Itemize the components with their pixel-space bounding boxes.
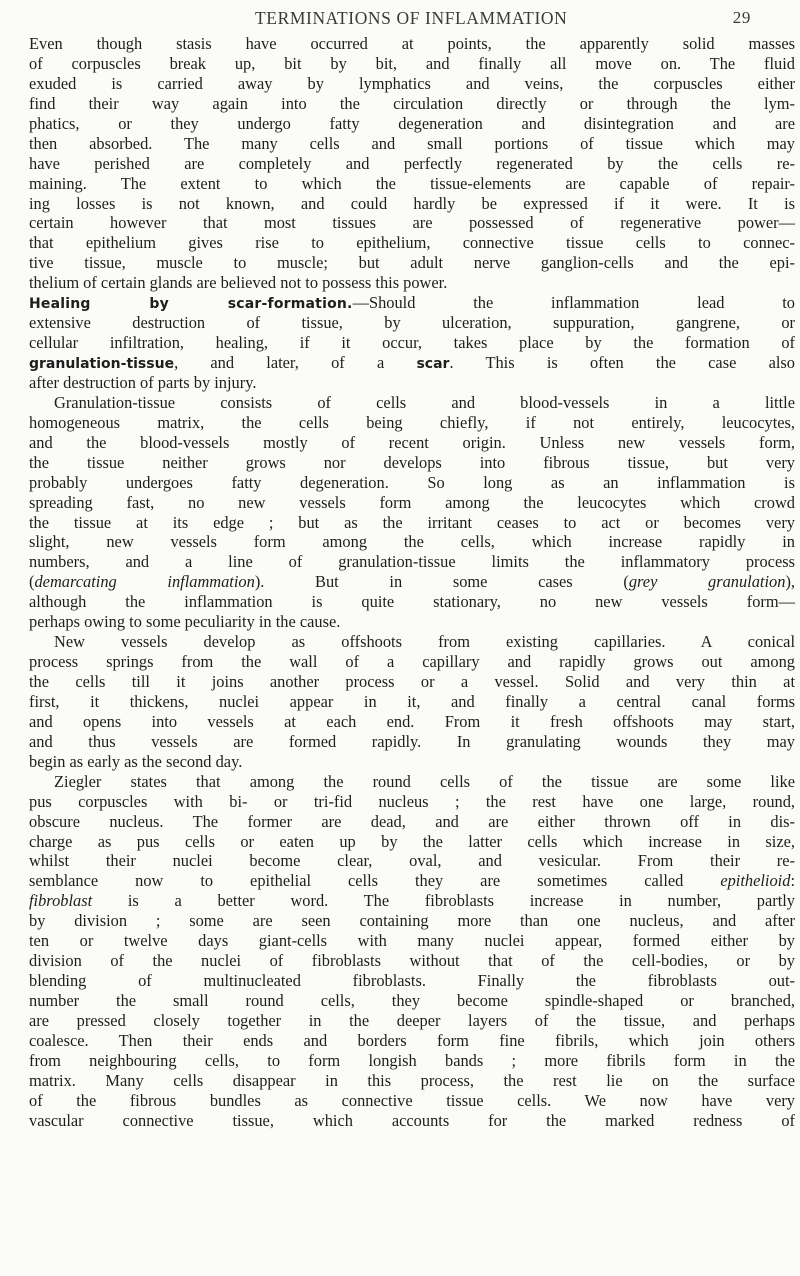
text-run: New vessels develop as offshoots from existing capillaries. A conical [54, 632, 795, 652]
text-line [29, 871, 795, 891]
text-run: find their way again into the circulation directly or through the lym- [29, 93, 795, 113]
text-line [29, 353, 795, 373]
text-line [29, 493, 795, 513]
text-run: ten or twelve days giant-cells with many nuclei appear, formed either by [29, 931, 795, 951]
text-line [29, 114, 795, 134]
text-line [29, 592, 795, 612]
text-run: cellular infiltration, healing, if it occur, takes place by the formation of [29, 333, 795, 353]
text-line [29, 233, 795, 253]
text-line [29, 572, 795, 592]
italic-term: demarcating inflammation [34, 572, 255, 592]
text-run: process springs from the wall of a capillary and rapidly grows out among [29, 652, 795, 672]
text-line [29, 273, 795, 293]
italic-term: epithelioid [720, 871, 791, 891]
text-line [29, 94, 795, 114]
text-run: that epithelium gives rise to epithelium, connective tissue cells to connec- [29, 233, 795, 253]
text-run: vascular connective tissue, which accounts for the marked redness of [29, 1110, 795, 1130]
text-run: first, it thickens, nuclei appear in it, and finally a central canal forms [29, 691, 795, 711]
text-line [29, 931, 795, 951]
text-line [29, 772, 795, 792]
text-run: : [790, 871, 795, 891]
text-run: is a better word. The fibroblasts increase in number, partly [92, 891, 795, 911]
text-run: the tissue at its edge ; but as the irritant ceases to act or becomes very [29, 512, 795, 532]
text-line [29, 293, 795, 313]
text-line [29, 393, 795, 413]
text-line [29, 1111, 795, 1131]
text-run: obscure nucleus. The former are dead, and are either thrown off in dis- [29, 811, 795, 831]
text-run: , and later, of a [174, 353, 417, 372]
text-line [29, 752, 795, 772]
text-run: whilst their nuclei become clear, oval, and vesicular. From their re- [29, 851, 795, 871]
text-run: of the fibrous bundles as connective tissue cells. We now have very [29, 1090, 795, 1110]
text-run: exuded is carried away by lymphatics and veins, the corpuscles either [29, 73, 795, 93]
text-line [29, 652, 795, 672]
text-line [29, 213, 795, 233]
text-run: phatics, or they undergo fatty degeneration and disintegration and are [29, 113, 795, 133]
text-run: semblance now to epithelial cells they are sometimes called [29, 871, 721, 891]
text-run: maining. The extent to which the tissue-elements are capable of repair- [29, 173, 795, 193]
text-run: the cells till it joins another process or a vessel. Solid and very thin at [29, 672, 795, 691]
text-line [29, 333, 795, 353]
text-run: by division ; some are seen containing more than one nucleus, and after [29, 911, 795, 931]
text-run: although the inflammation is quite stationary, no new vessels form— [29, 592, 795, 612]
text-line [29, 1091, 795, 1111]
text-line [29, 313, 795, 333]
italic-term: grey granulation [628, 572, 786, 592]
text-line [29, 612, 795, 632]
text-line [29, 413, 795, 433]
text-line [29, 911, 795, 931]
running-head-title: TERMINATIONS OF INFLAMMATION [255, 8, 568, 28]
text-run: spreading fast, no new vessels form among the leucocytes which crowd [29, 492, 795, 512]
text-run: thelium of certain glands are believed not to possess this power. [29, 273, 448, 293]
text-line [29, 373, 795, 393]
body-text [29, 34, 795, 1131]
text-run: then absorbed. The many cells and small portions of tissue which may [29, 133, 795, 153]
text-line [29, 632, 795, 652]
text-run: probably undergoes fatty degeneration. So long as an inflammation is [29, 472, 795, 492]
text-line [29, 971, 795, 991]
text-line [29, 832, 795, 852]
text-run: and the blood-vessels mostly of recent origin. Unless new vessels form, [29, 432, 795, 452]
text-line [29, 513, 795, 533]
text-line [29, 453, 795, 473]
page-number: 29 [732, 8, 751, 27]
text-run: of corpuscles break up, bit by bit, and finally all move on. The fluid [29, 53, 795, 73]
text-line [29, 692, 795, 712]
text-run: division of the nuclei of fibroblasts without that of the cell-bodies, or by [29, 951, 795, 971]
text-line [29, 792, 795, 812]
text-run: homogeneous matrix, the cells being chiefly, if not entirely, leucocytes, [29, 412, 795, 432]
text-run: number the small round cells, they become spindle-shaped or branched, [29, 991, 795, 1010]
text-line [29, 174, 795, 194]
text-line [29, 712, 795, 732]
text-run: Even though stasis have occurred at points, the apparently solid masses [29, 34, 795, 53]
text-line [29, 253, 795, 273]
text-line [29, 134, 795, 154]
text-line [29, 891, 795, 911]
text-line [29, 812, 795, 832]
text-line [29, 1071, 795, 1091]
text-line [29, 552, 795, 572]
text-line [29, 1011, 795, 1031]
text-line [29, 194, 795, 214]
text-line [29, 991, 795, 1011]
text-run: Ziegler states that among the round cells of the tissue are some like [54, 771, 795, 791]
text-run: are pressed closely together in the deeper layers of the tissue, and perhaps [29, 1010, 795, 1030]
text-run: blending of multinucleated fibroblasts. Finally the fibroblasts out- [29, 971, 795, 991]
text-run: . This is often the case also [449, 353, 795, 372]
text-run: numbers, and a line of granulation-tissue limits the inflammatory process [29, 552, 795, 572]
text-line [29, 532, 795, 552]
text-line [29, 1051, 795, 1071]
text-run: slight, new vessels form among the cells, which increase rapidly in [29, 532, 795, 552]
text-run: ). But in some cases ( [254, 572, 629, 592]
text-run: ( [29, 572, 35, 592]
italic-term: fibroblast [29, 891, 93, 911]
text-run: ing losses is not known, and could hardly be expressed if it were. It is [29, 193, 795, 213]
text-line [29, 74, 795, 94]
text-line [29, 951, 795, 971]
text-run: after destruction of parts by injury. [29, 372, 257, 392]
text-line [29, 672, 795, 692]
text-line [29, 54, 795, 74]
text-run: and opens into vessels at each end. From it fresh offshoots may start, [29, 711, 795, 731]
text-run: coalesce. Then their ends and borders form fine fibrils, which join others [29, 1030, 795, 1050]
bold-term: granulation-tissue [29, 356, 175, 372]
text-run: charge as pus cells or eaten up by the latter cells which increase in size, [29, 831, 795, 851]
text-run: have perished are completely and perfectly regenerated by the cells re- [29, 153, 795, 173]
text-run: Granulation-tissue consists of cells and blood-vessels in a little [54, 392, 795, 412]
text-line [29, 34, 795, 54]
text-run: —Should the inflammation lead to [352, 293, 795, 313]
running-head [120, 6, 751, 30]
text-run: and thus vessels are formed rapidly. In granulating wounds they may [29, 731, 795, 751]
text-run: the tissue neither grows nor develops into fibrous tissue, but very [29, 452, 795, 472]
text-run: extensive destruction of tissue, by ulceration, suppuration, gangrene, or [29, 313, 795, 333]
text-run: matrix. Many cells disappear in this process, the rest lie on the surface [29, 1070, 795, 1090]
text-run: from neighbouring cells, to form longish bands ; more fibrils form in the [29, 1050, 795, 1070]
text-line [29, 473, 795, 493]
text-run: pus corpuscles with bi- or tri-fid nucleus ; the rest have one large, round, [29, 791, 795, 811]
text-run: tive tissue, muscle to muscle; but adult nerve ganglion-cells and the epi- [29, 253, 795, 273]
text-line [29, 732, 795, 752]
text-run: ), [785, 572, 795, 592]
text-line [29, 433, 795, 453]
text-line [29, 154, 795, 174]
section-heading: Healing by scar-formation. [29, 296, 353, 313]
text-run: perhaps owing to some peculiarity in the cause. [29, 612, 341, 632]
text-line [29, 851, 795, 871]
bold-term: scar [416, 356, 450, 372]
text-line [29, 1031, 795, 1051]
text-run: begin as early as the second day. [29, 751, 243, 771]
text-run: certain however that most tissues are possessed of regenerative power— [29, 213, 795, 233]
